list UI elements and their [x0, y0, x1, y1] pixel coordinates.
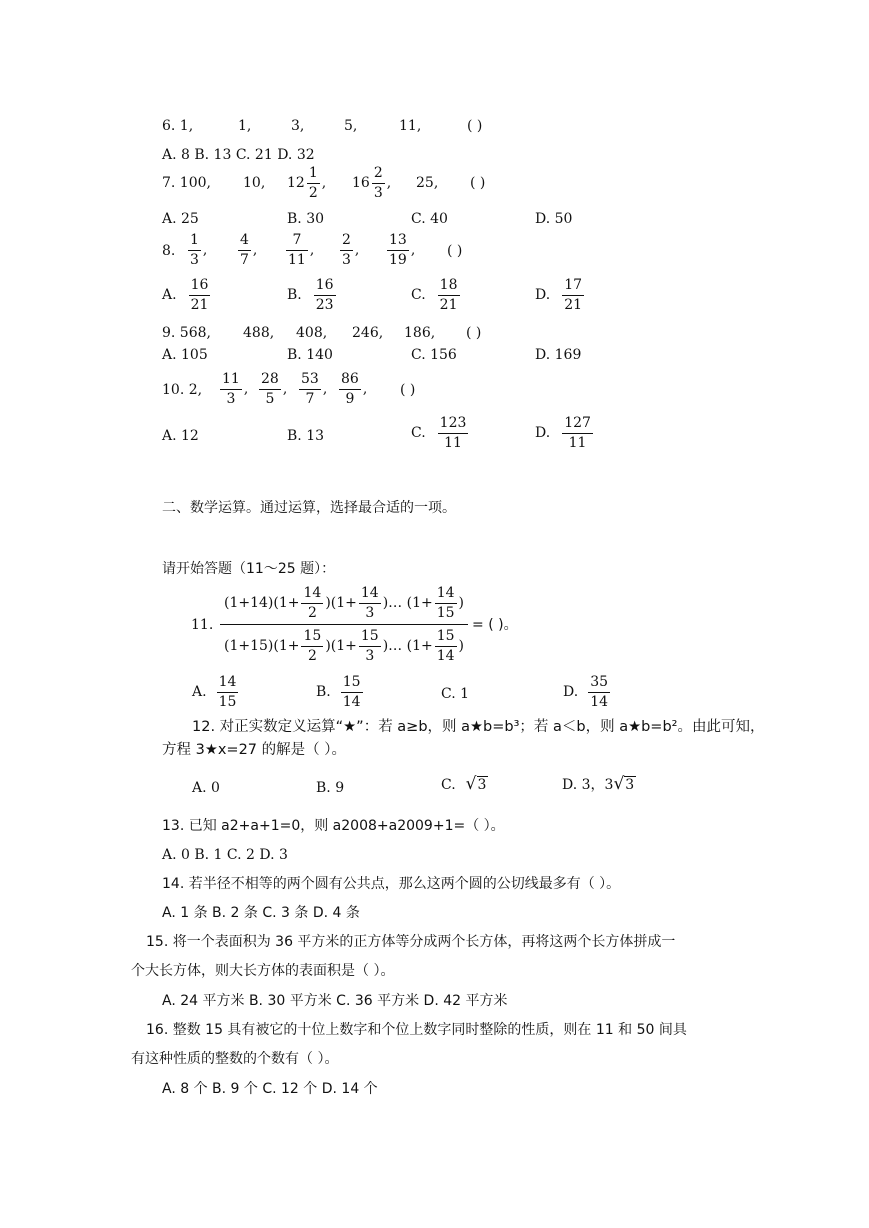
q8-term-3-sep: ,	[309, 242, 315, 259]
q12-option-c-label: C.	[441, 776, 456, 793]
q8-option-c-denominator: 21	[439, 296, 458, 313]
q11-top-f1	[301, 586, 323, 620]
q6-term-1: 6. 1,	[162, 118, 194, 134]
q7-mixed-1-fraction	[307, 166, 320, 200]
q10-option-c	[411, 416, 470, 450]
q11-option-d	[563, 675, 612, 709]
q8-option-d-label: D.	[535, 287, 551, 304]
q8-term-5-denominator: 19	[389, 251, 407, 268]
q8-option-a-denominator: 21	[190, 296, 209, 313]
q9-term-4: 246,	[352, 325, 384, 341]
q8-term-4-fraction	[340, 233, 353, 267]
q10-term-5	[337, 372, 367, 406]
q12-option-d	[562, 776, 636, 793]
sqrt-icon: √	[465, 774, 477, 795]
q7-term-5: 25,	[416, 175, 439, 191]
q8-option-b-denominator: 23	[315, 296, 334, 313]
q8-term-3-numerator: 7	[286, 233, 308, 251]
q10-term-4	[297, 372, 327, 406]
q11-bot-f1-d: 2	[307, 648, 317, 665]
q8-term-5-numerator: 13	[387, 233, 409, 251]
q8-term-2-sep: ,	[252, 242, 258, 259]
q8-term-4-numerator: 2	[340, 233, 353, 251]
q10-term-3-denominator: 5	[265, 390, 275, 407]
q8-option-d-numerator: 17	[562, 278, 584, 296]
q10-term-2-fraction	[220, 372, 242, 406]
q7-mixed-2-whole: 16	[352, 175, 370, 192]
q6-term-4: 5,	[344, 118, 358, 134]
q9-term-2: 488,	[243, 325, 275, 341]
q9-option-a: A. 105	[162, 347, 208, 363]
q11-bot-f2-n: 15	[359, 629, 381, 647]
q16-line-2: 有这种性质的整数的个数有（ ）。	[131, 1051, 339, 1067]
q11-bot-f3-d: 14	[436, 648, 455, 665]
q11-big-fraction	[220, 586, 468, 664]
q12-option-d-radicand: 3	[625, 777, 635, 793]
q7-mixed-2-numerator: 2	[372, 166, 385, 184]
q8-term-3-fraction	[286, 233, 308, 267]
q7-mixed-2	[352, 166, 391, 200]
q11-top-f1-d: 2	[307, 604, 317, 621]
q6-term-2: 1,	[238, 118, 252, 134]
q11-top-a: (1+14)(1+	[224, 595, 300, 612]
q8-term-3-denominator: 11	[288, 251, 306, 268]
q11-option-d-denominator: 14	[590, 693, 609, 710]
q10-option-c-denominator: 11	[444, 434, 462, 451]
q8-term-5-fraction	[387, 233, 409, 267]
q8-option-d-fraction	[562, 278, 584, 312]
q7-mixed-1-denominator: 2	[308, 184, 318, 201]
q7-mixed-2-sep: ,	[386, 175, 392, 192]
q11-bot-f1	[301, 629, 323, 663]
q8-term-2-denominator: 7	[240, 251, 249, 268]
q10-term-3-sep: ,	[282, 381, 288, 398]
q13-options: A. 0 B. 1 C. 2 D. 3	[162, 847, 288, 863]
q11-top-f2-d: 3	[365, 604, 375, 621]
q16-options: A. 8 个 B. 9 个 C. 12 个 D. 14 个	[162, 1081, 378, 1097]
q8-term-1-fraction	[188, 233, 201, 267]
q10-option-d	[535, 416, 595, 450]
q11-top-f2-n: 14	[359, 586, 381, 604]
q12-option-d-sqrt	[613, 776, 636, 793]
q11-option-a-label: A.	[192, 684, 207, 701]
q10-number: 10. 2,	[162, 382, 203, 398]
q7-mixed-1	[287, 166, 326, 200]
q11-top-b: )(1+	[325, 595, 357, 612]
q7-mixed-2-denominator: 3	[373, 184, 383, 201]
q11-number: 11.	[191, 617, 214, 633]
q11-top-f3-n: 14	[435, 586, 457, 604]
q6-term-5: 11,	[399, 118, 422, 134]
q15-options: A. 24 平方米 B. 30 平方米 C. 36 平方米 D. 42 平方米	[162, 993, 508, 1009]
q10-term-5-numerator: 86	[339, 372, 361, 390]
q11-bot-f2-d: 3	[365, 648, 375, 665]
q9-term-3: 408,	[296, 325, 328, 341]
q10-term-2-sep: ,	[243, 381, 249, 398]
q10-option-c-label: C.	[411, 425, 426, 442]
q9-option-c: C. 156	[411, 347, 457, 363]
q11-option-a-denominator: 15	[218, 693, 237, 710]
q11-option-d-label: D.	[563, 684, 579, 701]
q10-option-c-fraction	[438, 416, 469, 450]
q8-term-5-sep: ,	[410, 242, 416, 259]
q8-option-a	[162, 278, 212, 312]
q7-option-d: D. 50	[535, 211, 573, 227]
q8-option-d-denominator: 21	[564, 296, 583, 313]
q13-question: 13. 已知 a2+a+1=0，则 a2008+a2009+1=（ ）。	[162, 818, 505, 834]
q8-term-1	[186, 233, 207, 267]
q8-term-2-fraction	[238, 233, 251, 267]
q10-term-4-fraction	[299, 372, 321, 406]
q7-mixed-1-numerator: 1	[307, 166, 320, 184]
q10-option-d-denominator: 11	[568, 434, 587, 451]
q11-option-b-denominator: 14	[342, 693, 361, 710]
q8-option-a-label: A.	[162, 287, 177, 304]
q11-option-d-fraction	[588, 675, 610, 709]
q11-option-a-fraction	[217, 675, 239, 709]
q10-term-3-numerator: 28	[259, 372, 281, 390]
q15-line-1: 15. 将一个表面积为 36 平方米的正方体等分成两个长方体，再将这两个长方体拼成一	[146, 934, 676, 950]
q11-bot-f1-n: 15	[301, 629, 323, 647]
q16-line-1: 16. 整数 15 具有被它的十位上数字和个位上数字同时整除的性质，则在 11 和 50 间具	[146, 1022, 687, 1038]
q8-number: 8.	[162, 243, 176, 259]
q8-option-b-fraction	[314, 278, 336, 312]
q7-mixed-1-whole: 12	[287, 175, 305, 192]
q8-term-1-sep: ,	[202, 242, 208, 259]
q11-bot-f3	[435, 629, 457, 663]
q9-option-b: B. 140	[287, 347, 333, 363]
section-instruction: 请开始答题（11～25 题）：	[162, 561, 336, 577]
q11-tail: = ( )。	[472, 616, 518, 633]
section-heading: 二、数学运算。通过运算，选择最合适的一项。	[162, 500, 456, 516]
q10-term-2-denominator: 3	[226, 390, 236, 407]
q8-answer-blank[interactable]: ( )	[447, 243, 463, 259]
q8-option-c-label: C.	[411, 287, 426, 304]
q10-option-c-numerator: 123	[438, 416, 469, 434]
q11-denominator	[220, 625, 468, 663]
q7-option-c: C. 40	[411, 211, 448, 227]
q6-answer-blank[interactable]: ( )	[467, 118, 483, 134]
q8-term-4	[338, 233, 359, 267]
q10-term-3	[257, 372, 287, 406]
q11-option-b-numerator: 15	[341, 675, 363, 693]
q8-option-b-label: B.	[287, 287, 302, 304]
q11-option-a-numerator: 14	[217, 675, 239, 693]
q8-option-b-numerator: 16	[314, 278, 336, 296]
q11-bot-f2	[359, 629, 381, 663]
q10-term-2-numerator: 11	[220, 372, 242, 390]
q11-bot-c: )… (1+	[382, 638, 433, 655]
q8-option-a-numerator: 16	[189, 278, 211, 296]
q10-option-b: B. 13	[287, 428, 325, 444]
q8-option-b	[287, 278, 338, 312]
sqrt-icon: √	[613, 774, 625, 795]
q8-term-4-sep: ,	[354, 242, 360, 259]
q10-option-a: A. 12	[162, 428, 199, 444]
q9-term-5: 186,	[404, 325, 436, 341]
q10-term-3-fraction	[259, 372, 281, 406]
q11-bot-f3-n: 15	[435, 629, 457, 647]
q10-term-4-numerator: 53	[299, 372, 321, 390]
q11-bot-b: )(1+	[325, 638, 357, 655]
q10-term-5-sep: ,	[362, 381, 368, 398]
q11-bot-d: )	[458, 638, 465, 655]
q8-term-2-numerator: 4	[238, 233, 251, 251]
q7-answer-blank[interactable]: ( )	[470, 175, 486, 191]
q11-top-f1-n: 14	[301, 586, 323, 604]
q8-option-c-numerator: 18	[438, 278, 460, 296]
q8-term-4-denominator: 3	[342, 251, 351, 268]
q8-term-1-numerator: 1	[188, 233, 201, 251]
q10-option-d-fraction	[562, 416, 593, 450]
q8-option-c	[411, 278, 462, 312]
q11-option-c: C. 1	[441, 686, 470, 702]
q7-mixed-1-sep: ,	[321, 175, 327, 192]
q8-option-d	[535, 278, 586, 312]
q6-term-3: 3,	[291, 118, 305, 134]
q10-option-d-label: D.	[535, 425, 551, 442]
q12-option-c-radicand: 3	[477, 777, 487, 793]
q11-bot-a: (1+15)(1+	[224, 638, 300, 655]
q10-option-d-numerator: 127	[562, 416, 593, 434]
q14-question: 14. 若半径不相等的两个圆有公共点，那么这两个圆的公切线最多有（ ）。	[162, 876, 621, 892]
q9-term-1: 9. 568,	[162, 325, 211, 341]
q10-term-2	[218, 372, 248, 406]
q11-top-c: )… (1+	[382, 595, 433, 612]
q11-top-d: )	[458, 595, 465, 612]
q10-term-4-sep: ,	[322, 381, 328, 398]
q7-term-1: 7. 100,	[162, 175, 211, 191]
q11-top-f3-d: 15	[436, 604, 455, 621]
q11-option-d-numerator: 35	[588, 675, 610, 693]
q7-option-b: B. 30	[287, 211, 325, 227]
q7-term-2: 10,	[243, 175, 266, 191]
q11-option-a	[192, 675, 240, 709]
q7-mixed-2-fraction	[372, 166, 385, 200]
q12-option-b: B. 9	[316, 780, 345, 796]
q8-option-c-fraction	[438, 278, 460, 312]
q10-term-5-fraction	[339, 372, 361, 406]
q10-term-5-denominator: 9	[345, 390, 355, 407]
q11-numerator	[220, 586, 468, 625]
q8-option-a-fraction	[189, 278, 211, 312]
q11-option-b	[316, 675, 365, 709]
q8-term-1-denominator: 3	[190, 251, 199, 268]
q10-answer-blank[interactable]: ( )	[400, 382, 416, 398]
q12-option-a: A. 0	[192, 780, 220, 796]
q11-expression	[220, 586, 518, 664]
q9-answer-blank[interactable]: ( )	[466, 325, 482, 341]
q12-option-c-sqrt	[466, 776, 489, 793]
q9-option-d: D. 169	[535, 347, 582, 363]
q11-option-b-label: B.	[316, 684, 331, 701]
q11-top-f3	[435, 586, 457, 620]
q6-options: A. 8 B. 13 C. 21 D. 32	[162, 147, 315, 163]
q8-term-3	[284, 233, 314, 267]
q10-term-4-denominator: 7	[305, 390, 315, 407]
q15-line-2: 个大长方体，则大长方体的表面积是（ ）。	[131, 963, 395, 979]
q12-line-2: 方程 3★x=27 的解是（ ）。	[162, 742, 346, 758]
q8-term-2	[236, 233, 257, 267]
q11-top-f2	[359, 586, 381, 620]
q8-term-5	[385, 233, 415, 267]
q12-option-c	[441, 776, 488, 793]
q11-option-b-fraction	[341, 675, 363, 709]
q7-option-a: A. 25	[162, 211, 199, 227]
q12-line-1: 12. 对正实数定义运算“★”：若 a≥b，则 a★b=b³；若 a＜b，则 a★b=b²。由此可知，	[192, 719, 765, 735]
q12-option-d-label: D. 3，3	[562, 776, 614, 793]
q14-options: A. 1 条 B. 2 条 C. 3 条 D. 4 条	[162, 905, 360, 921]
